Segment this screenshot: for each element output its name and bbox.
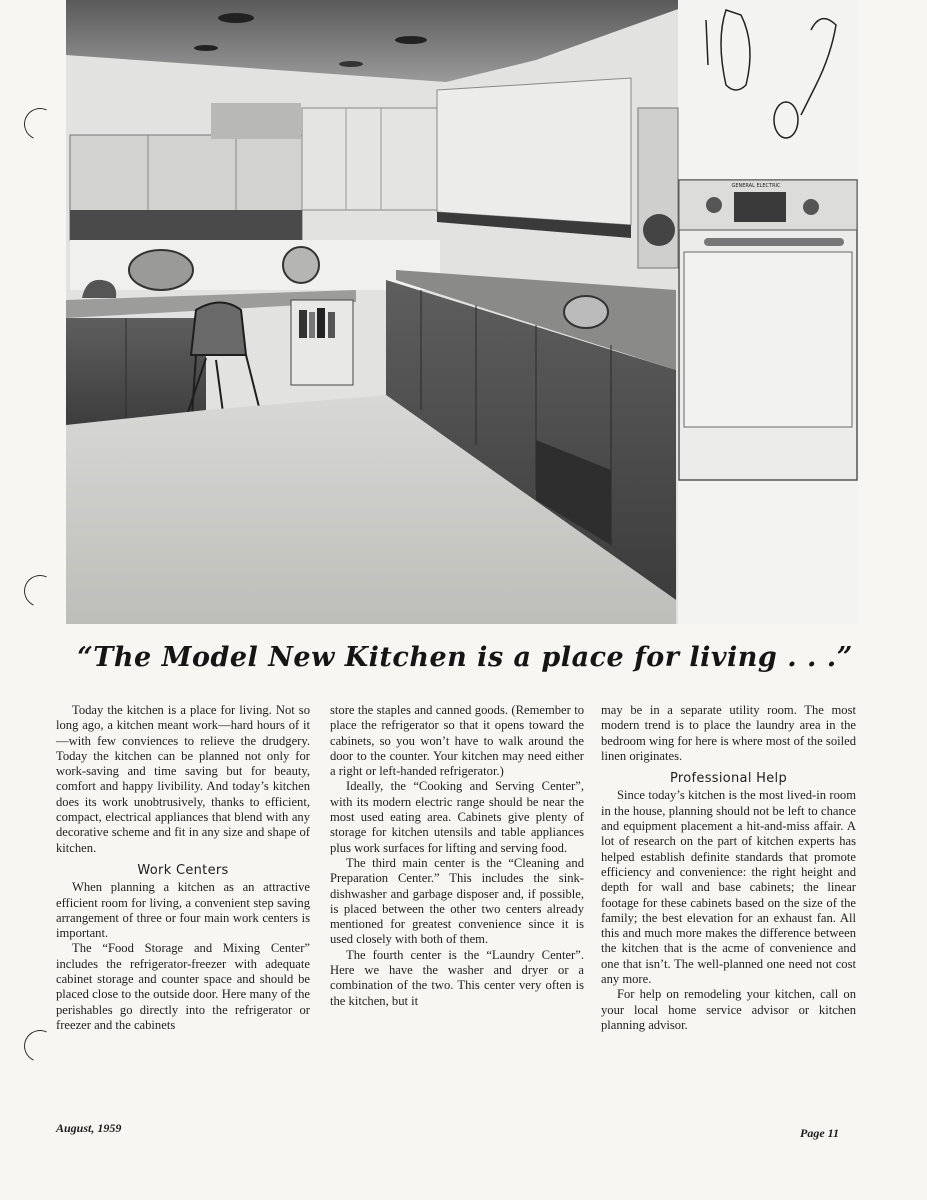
oven-brand: GENERAL ELECTRIC bbox=[731, 183, 781, 189]
paragraph: Ideally, the “Cooking and Serving Center”, with its modern electric range should be near the most used eating area. Cabinets give plenty of storage for kitchen utensils and table appliances plus work surfaces for lifting and serving food. bbox=[330, 779, 584, 855]
page-number: Page 11 bbox=[800, 1126, 839, 1140]
ceiling-light bbox=[395, 36, 427, 44]
paragraph: The fourth center is the “Laundry Center”. Here we have the washer and dryer or a combination of the two. This center very often is the kitchen, but it bbox=[330, 947, 584, 1008]
issue-date: August, 1959 bbox=[56, 1121, 122, 1135]
article-column-1 bbox=[56, 703, 310, 1033]
section-heading-professional-help: Professional Help bbox=[670, 771, 787, 787]
kitchen-photo bbox=[66, 0, 859, 624]
ceiling-light bbox=[218, 13, 254, 23]
paragraph: may be in a separate utility room. The most modern trend is to place the laundry area in the bedroom wing for here is where most of the soiled linen originates. bbox=[601, 703, 856, 763]
upper-cabinets-middle bbox=[302, 108, 437, 210]
tray bbox=[283, 247, 319, 283]
upper-cabinets-right bbox=[437, 78, 631, 225]
punch-hole-middle bbox=[19, 570, 60, 611]
platter bbox=[129, 250, 193, 290]
punch-hole-top bbox=[19, 103, 60, 144]
section-heading-work-centers: Work Centers bbox=[137, 862, 229, 878]
paragraph: The third main center is the “Cleaning and Preparation Center.” This includes the sink-dishwasher and garbage disposer and, if possible, is placed between the other two centers already mentioned for greatest convenience since it is used closely with both of them. bbox=[330, 855, 584, 947]
paragraph: Since today’s kitchen is the most lived-in room in the house, planning should not be left to chance and equipment placement a hit-and-miss affair. A lot of research on the part of kitchen experts has helped establish definite standards that promote efficiency and convenience: the right height and depth for wall and base cabinets; the linear footage for these cabinets based on the size of the family; the best elevation for an exhaust fan. All this and much more makes the difference between the kitchen that is the acme of convenience and one that isn’t. The well-planned one need not cost any more. bbox=[601, 788, 856, 987]
ceiling-light bbox=[339, 61, 363, 67]
headline: “The Model New Kitchen is a place for living . . .” bbox=[77, 642, 853, 673]
paragraph: For help on remodeling your kitchen, call on your local home service advisor or kitchen planning advisor. bbox=[601, 987, 856, 1032]
ceiling-light bbox=[194, 45, 218, 51]
punch-hole-bottom bbox=[19, 1025, 60, 1066]
paragraph: When planning a kitchen as an attractive efficient room for living, a convenient step saving arrangement of three or four main work centers is important. bbox=[56, 880, 310, 941]
paragraph: store the staples and canned goods. (Remember to place the refrigerator so that it opens toward the cabinets, so you won’t have to walk around the door to the counter. Your kitchen may need either a right or left-handed refrigerator.) bbox=[330, 703, 584, 779]
article-column-3 bbox=[601, 703, 856, 1033]
paragraph: The “Food Storage and Mixing Center” includes the refrigerator-freezer with adequate cabinet storage and counter space and should be placed close to the outside door. Here many of the perishables go directly into the refrigerator or freezer and the cabinets bbox=[56, 941, 310, 1032]
paragraph: Today the kitchen is a place for living. Not so long ago, a kitchen meant work—hard hours of it—with few conviences to relieve the drudgery. Today the kitchen can be planned not only for work-saving and time saving but for beauty, comfort and happy livibility. And today’s kitchen does its work unobtrusively, thanks to efficient, compact, electrical appliances that blend with any decorative scheme and fit in any size and shape of kitchen. bbox=[56, 703, 310, 855]
base-cabinets-left bbox=[66, 318, 206, 428]
article-column-2 bbox=[330, 703, 584, 1009]
